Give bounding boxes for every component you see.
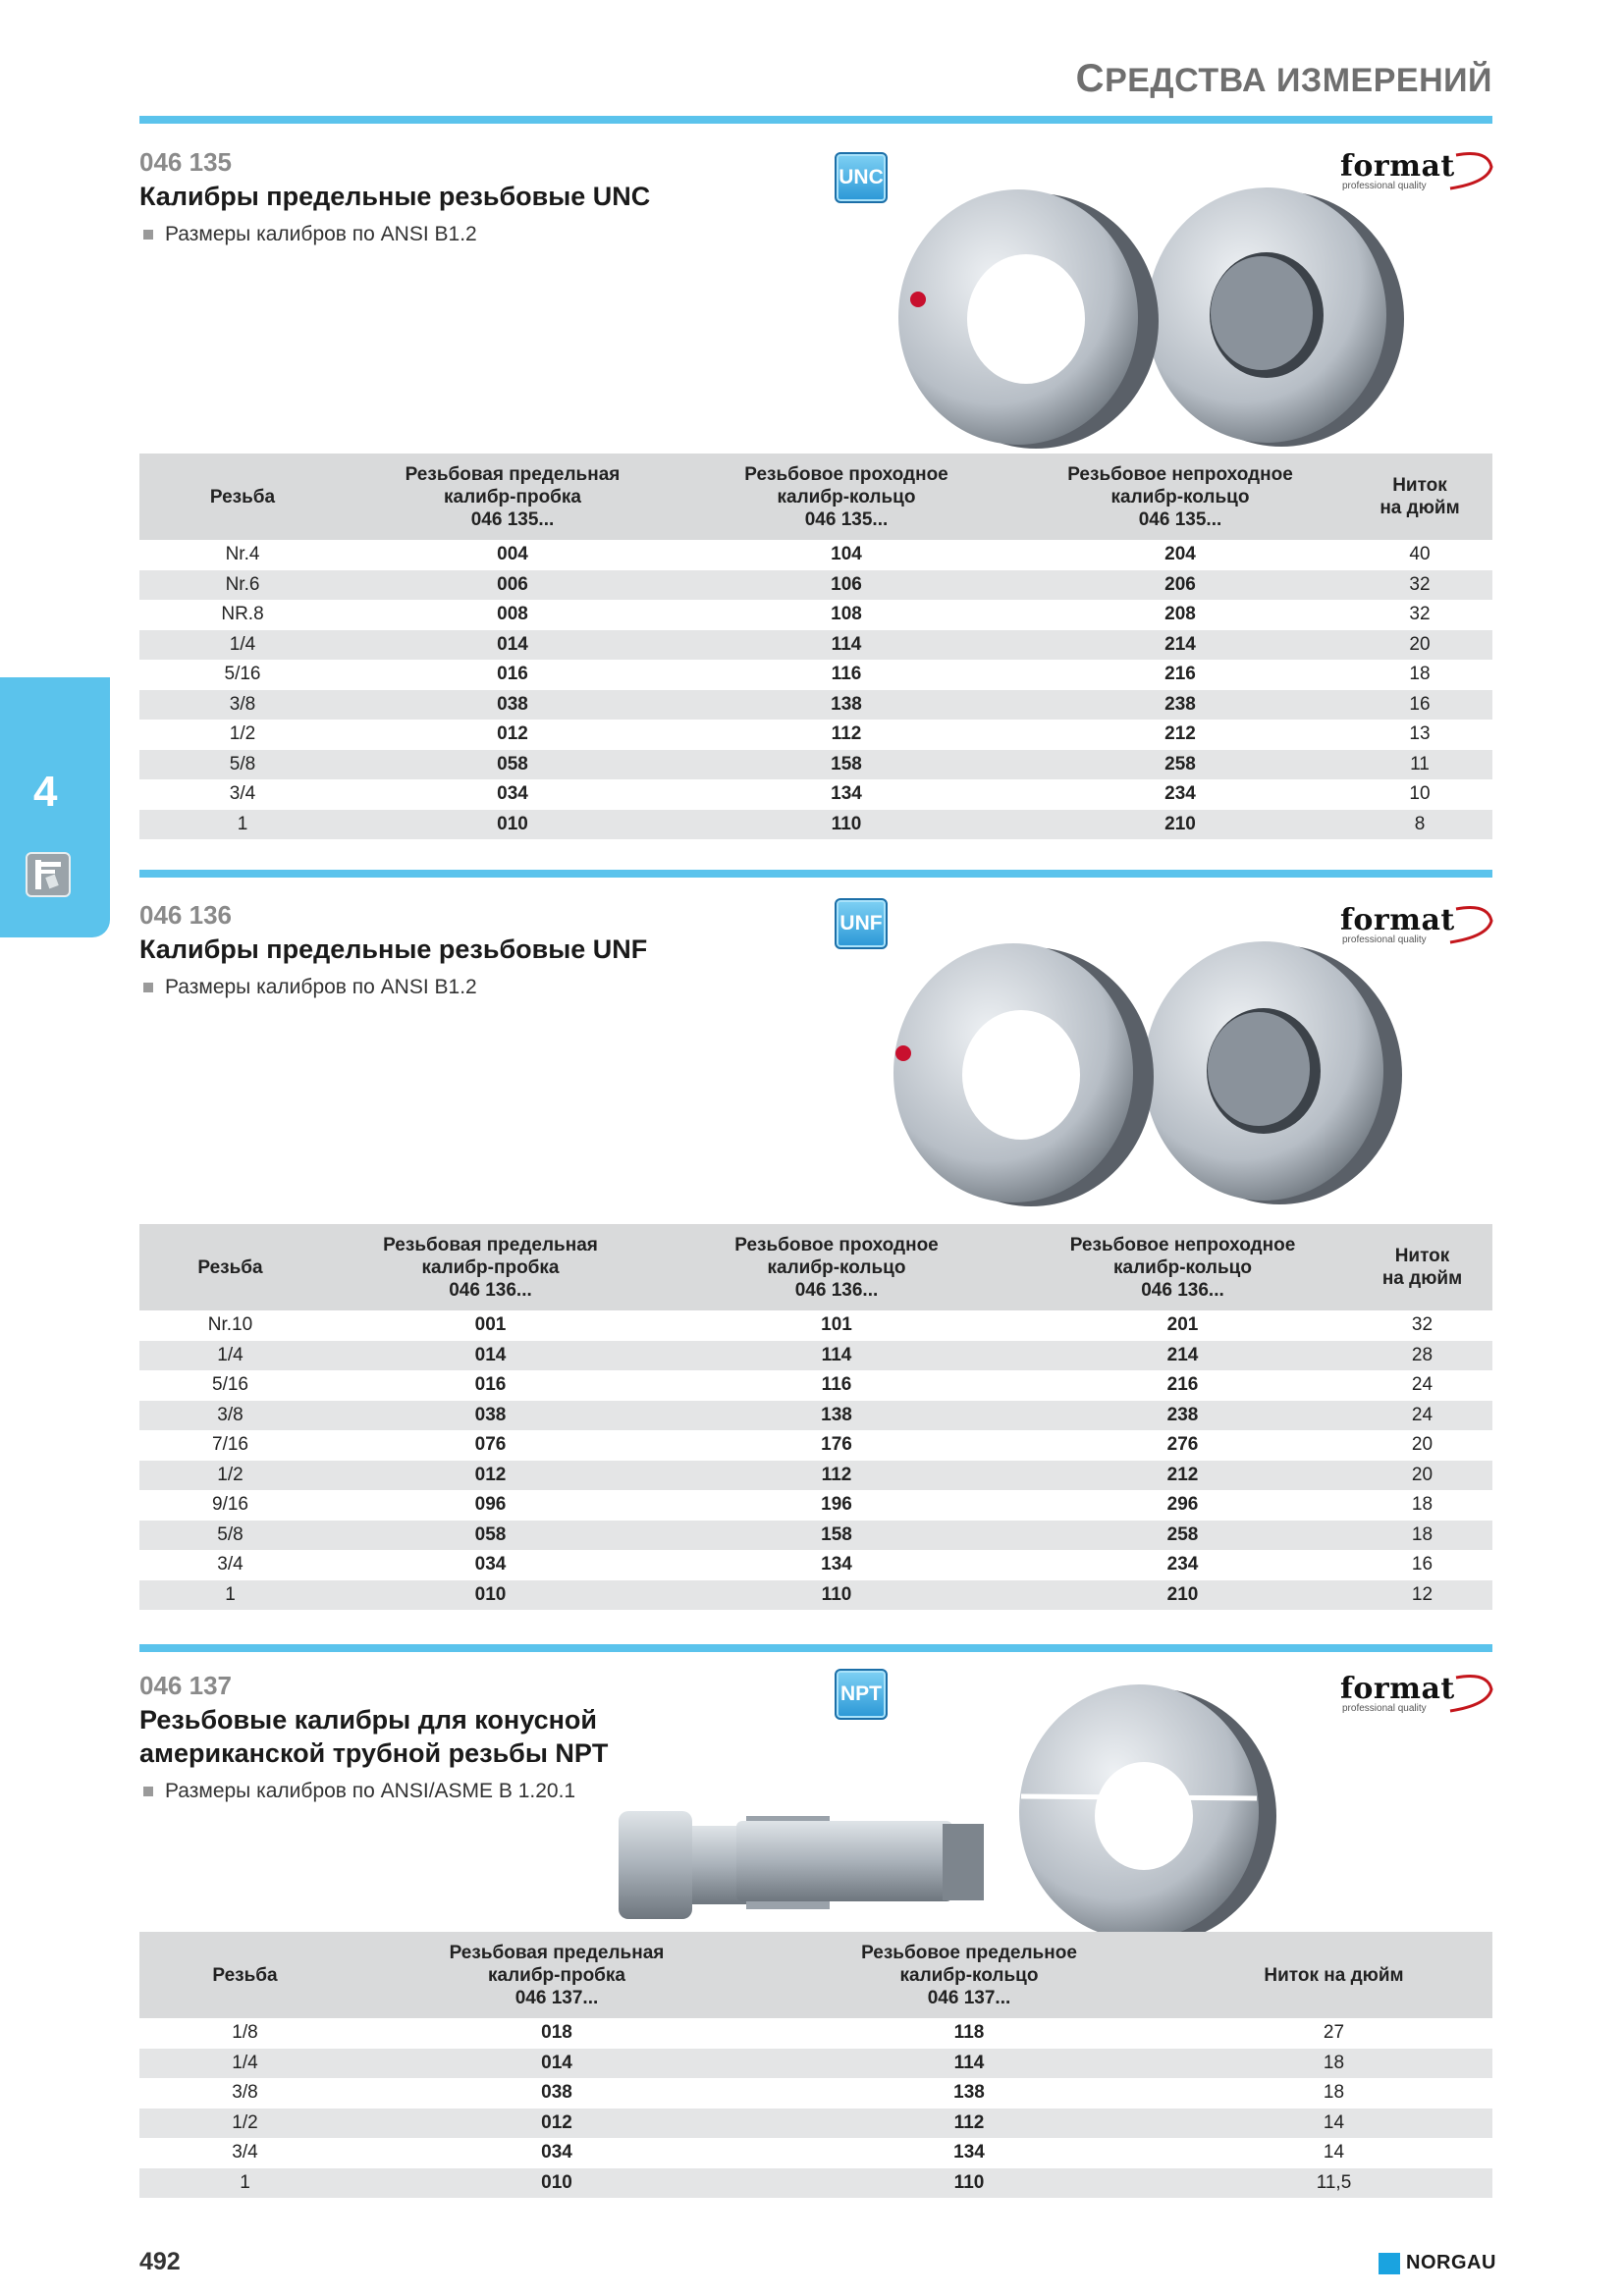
table-cell: 216 (1166, 1374, 1199, 1396)
table-cell: 27 (1323, 2022, 1345, 2044)
article-code: 046 137 (139, 1671, 232, 1700)
table-cell: 8 (1347, 810, 1492, 840)
table-cell: 038 (541, 2082, 572, 2104)
table-cell: 016 (474, 1374, 507, 1396)
unf-ring-gauges-image (869, 937, 1409, 1212)
table-cell: 058 (346, 750, 679, 780)
table-cell: 238 (1013, 690, 1347, 721)
table-cell: 1/8 (232, 2022, 258, 2044)
table-cell: 5/8 (139, 750, 346, 780)
table-cell: 010 (346, 810, 679, 840)
table-row (139, 2138, 1492, 2168)
table-cell: 116 (831, 664, 862, 685)
section-title: Калибры предельные резьбовые UNC (139, 182, 651, 211)
table-cell: 034 (497, 783, 528, 805)
table-cell: 1 (139, 1580, 321, 1611)
table-cell: 138 (660, 1401, 1013, 1431)
table-cell: 1/4 (139, 630, 346, 661)
table-cell: 214 (1013, 630, 1347, 661)
table-cell: 1/4 (139, 1341, 321, 1371)
table-row (139, 2109, 1492, 2139)
article-code: 046 135 (139, 147, 232, 177)
table-cell: 204 (1164, 544, 1196, 565)
table-cell: 010 (351, 2168, 763, 2199)
col-header-tpi: Ниток на дюйм (1352, 1224, 1492, 1310)
table-cell: 116 (821, 1374, 852, 1396)
header-rule (139, 116, 1492, 124)
table-cell: 158 (660, 1521, 1013, 1551)
table-row (139, 1550, 1492, 1580)
table-cell: 112 (831, 723, 862, 745)
table-row (139, 600, 1492, 630)
table-row (139, 1580, 1492, 1611)
npt-gauges-image (609, 1679, 1355, 1944)
table-cell: Nr.4 (225, 544, 260, 565)
table-row (139, 1310, 1492, 1341)
table-cell: 234 (1166, 1554, 1199, 1575)
table-row (139, 1490, 1492, 1521)
table-cell: 16 (1347, 690, 1492, 721)
table-cell: 3/4 (217, 1554, 243, 1575)
table-cell: 101 (821, 1314, 852, 1336)
table-cell: 16 (1411, 1554, 1434, 1575)
table-cell: 134 (953, 2142, 985, 2163)
table-row (139, 810, 1492, 840)
unc-spec-table (139, 454, 1492, 839)
table-row (139, 2078, 1492, 2109)
table-cell: 016 (497, 664, 528, 685)
table-row (139, 1430, 1492, 1461)
table-cell: 3/8 (232, 2082, 258, 2104)
norgau-logo-text: NORGAU (1406, 2252, 1496, 2273)
table-row (139, 720, 1492, 750)
table-row (139, 1401, 1492, 1431)
table-cell: 11 (1347, 750, 1492, 780)
table-cell: 134 (831, 783, 862, 805)
table-cell: 214 (1013, 1341, 1352, 1371)
table-cell: 1/2 (229, 723, 256, 745)
table-cell: 158 (679, 750, 1013, 780)
col-header-thread: Резьба (139, 454, 346, 540)
table-cell: NR.8 (221, 604, 264, 625)
col-header-go-ring: Резьбовое проходное калибр-кольцо 046 136... (660, 1224, 1013, 1310)
table-cell: 210 (1013, 1580, 1352, 1611)
col-header-tpi: Ниток на дюйм (1175, 1932, 1492, 2018)
table-cell: 18 (1352, 1521, 1492, 1551)
table-cell: 3/8 (139, 1401, 321, 1431)
table-cell: 5/16 (224, 664, 261, 685)
table-cell: 32 (1409, 604, 1431, 625)
caliper-icon (26, 852, 71, 897)
table-cell: 004 (497, 544, 528, 565)
table-cell: 106 (679, 570, 1013, 601)
table-cell: 32 (1411, 1314, 1434, 1336)
chapter-number: 4 (33, 768, 58, 816)
thread-type-badge: UNC (835, 152, 888, 203)
table-cell: 108 (831, 604, 862, 625)
table-cell: 24 (1411, 1374, 1434, 1396)
table-cell: 038 (321, 1401, 660, 1431)
table-cell: 006 (346, 570, 679, 601)
norgau-logo-mark (1379, 2253, 1400, 2274)
table-cell: 201 (1166, 1314, 1199, 1336)
table-cell: 112 (660, 1461, 1013, 1491)
table-cell: 114 (763, 2049, 1175, 2079)
table-cell: 038 (346, 690, 679, 721)
table-row (139, 1521, 1492, 1551)
table-cell: 14 (1323, 2142, 1345, 2163)
table-cell: 5/16 (212, 1374, 248, 1396)
table-cell: 210 (1013, 810, 1347, 840)
table-cell: 212 (1013, 1461, 1352, 1491)
bullet-square (143, 1787, 153, 1796)
table-cell: 001 (474, 1314, 507, 1336)
table-cell: 20 (1352, 1461, 1492, 1491)
section-title: Калибры предельные резьбовые UNF (139, 934, 648, 964)
table-cell: 40 (1409, 544, 1431, 565)
table-cell: 008 (497, 604, 528, 625)
table-cell: 258 (1013, 1521, 1352, 1551)
page-number: 492 (139, 2248, 181, 2275)
bullet-square (143, 983, 153, 992)
table-cell: 14 (1175, 2109, 1492, 2139)
col-header-limit-ring: Резьбовое предельное калибр-кольцо 046 137... (763, 1932, 1175, 2018)
table-cell: 20 (1347, 630, 1492, 661)
table-cell: 138 (679, 690, 1013, 721)
table-row (139, 1461, 1492, 1491)
standard-note: Размеры калибров по ANSI B1.2 (139, 976, 1492, 999)
col-header-tpi: Ниток на дюйм (1347, 454, 1492, 540)
page-header-title: СРЕДСТВА ИЗМЕРЕНИЙ (1075, 57, 1492, 100)
table-cell: 196 (821, 1494, 852, 1516)
format-logo: format professional quality (1340, 149, 1497, 194)
table-row (139, 779, 1492, 810)
table-cell: 104 (831, 544, 862, 565)
table-row (139, 690, 1492, 721)
col-header-thread: Резьба (139, 1932, 351, 2018)
table-cell: 3/8 (139, 690, 346, 721)
table-cell: 096 (474, 1494, 507, 1516)
table-cell: 012 (351, 2109, 763, 2139)
table-cell: 10 (1409, 783, 1431, 805)
table-cell: 1 (139, 2168, 351, 2199)
table-cell: 9/16 (212, 1494, 248, 1516)
table-cell: 112 (763, 2109, 1175, 2139)
table-cell: 3/4 (229, 783, 256, 805)
table-row (139, 660, 1492, 690)
table-cell: 216 (1164, 664, 1196, 685)
table-cell: 12 (1352, 1580, 1492, 1611)
table-cell: 1/2 (139, 1461, 321, 1491)
table-cell: 258 (1013, 750, 1347, 780)
section-rule (139, 1644, 1492, 1652)
unc-ring-gauges-image (879, 182, 1409, 452)
table-cell: 238 (1013, 1401, 1352, 1431)
chapter-tab[interactable] (0, 677, 110, 937)
table-row (139, 2049, 1492, 2079)
table-cell: 134 (821, 1554, 852, 1575)
table-cell: 012 (497, 723, 528, 745)
table-cell: 110 (763, 2168, 1175, 2199)
table-cell: 28 (1352, 1341, 1492, 1371)
table-cell: 212 (1164, 723, 1196, 745)
col-header-go-ring: Резьбовое проходное калибр-кольцо 046 135... (679, 454, 1013, 540)
table-cell: 138 (953, 2082, 985, 2104)
col-header-nogo-ring: Резьбовое непроходное калибр-кольцо 046 135... (1013, 454, 1347, 540)
table-cell: 114 (679, 630, 1013, 661)
format-logo: format professional quality (1340, 1672, 1497, 1717)
table-cell: 18 (1409, 664, 1431, 685)
table-cell: 3/4 (232, 2142, 258, 2163)
table-cell: 11,5 (1175, 2168, 1492, 2199)
table-cell: 208 (1164, 604, 1196, 625)
table-cell: 5/8 (139, 1521, 321, 1551)
thread-type-badge: NPT (835, 1669, 888, 1720)
table-row (139, 570, 1492, 601)
table-cell: 076 (474, 1434, 507, 1456)
table-cell: 32 (1347, 570, 1492, 601)
table-cell: 24 (1352, 1401, 1492, 1431)
table-cell: 1 (139, 810, 346, 840)
table-cell: 014 (321, 1341, 660, 1371)
table-row (139, 2168, 1492, 2199)
table-cell: 034 (474, 1554, 507, 1575)
unf-spec-table (139, 1224, 1492, 1610)
standard-note: Размеры калибров по ANSI B1.2 (139, 223, 1492, 246)
section-title: Резьбовые калибры для конусной американской трубной резьбы NPT (139, 1705, 609, 1768)
standard-note: Размеры калибров по ANSI/ASME B 1.20.1 (139, 1780, 1492, 1803)
table-row (139, 1370, 1492, 1401)
table-cell: 176 (821, 1434, 852, 1456)
npt-spec-table (139, 1932, 1492, 2198)
format-logo: format professional quality (1340, 903, 1497, 948)
table-cell: Nr.10 (207, 1314, 253, 1336)
table-cell: 114 (660, 1341, 1013, 1371)
table-row (139, 1341, 1492, 1371)
table-cell: 7/16 (212, 1434, 248, 1456)
table-row (139, 630, 1492, 661)
table-cell: Nr.6 (139, 570, 346, 601)
table-row (139, 750, 1492, 780)
table-cell: 018 (541, 2022, 572, 2044)
table-cell: 206 (1013, 570, 1347, 601)
table-cell: 1/4 (139, 2049, 351, 2079)
table-cell: 296 (1166, 1494, 1199, 1516)
table-cell: 058 (321, 1521, 660, 1551)
table-cell: 276 (1166, 1434, 1199, 1456)
table-cell: 014 (351, 2049, 763, 2079)
table-cell: 18 (1323, 2082, 1345, 2104)
table-row (139, 2018, 1492, 2049)
section-rule (139, 870, 1492, 878)
table-cell: 234 (1164, 783, 1196, 805)
table-cell: 18 (1175, 2049, 1492, 2079)
col-header-plug: Резьбовая предельная калибр-пробка 046 136... (321, 1224, 660, 1310)
table-cell: 20 (1411, 1434, 1434, 1456)
article-code: 046 136 (139, 900, 232, 930)
table-cell: 18 (1411, 1494, 1434, 1516)
table-cell: 110 (679, 810, 1013, 840)
col-header-nogo-ring: Резьбовое непроходное калибр-кольцо 046 136... (1013, 1224, 1352, 1310)
table-cell: 1/2 (139, 2109, 351, 2139)
table-cell: 014 (346, 630, 679, 661)
col-header-plug: Резьбовая предельная калибр-пробка 046 135... (346, 454, 679, 540)
table-cell: 13 (1409, 723, 1431, 745)
bullet-square (143, 230, 153, 240)
table-cell: 118 (953, 2022, 985, 2044)
table-cell: 034 (541, 2142, 572, 2163)
col-header-thread: Резьба (139, 1224, 321, 1310)
thread-type-badge: UNF (835, 898, 888, 949)
table-cell: 110 (660, 1580, 1013, 1611)
table-cell: 012 (321, 1461, 660, 1491)
table-cell: 010 (321, 1580, 660, 1611)
col-header-plug: Резьбовая предельная калибр-пробка 046 137... (351, 1932, 763, 2018)
table-row (139, 540, 1492, 570)
